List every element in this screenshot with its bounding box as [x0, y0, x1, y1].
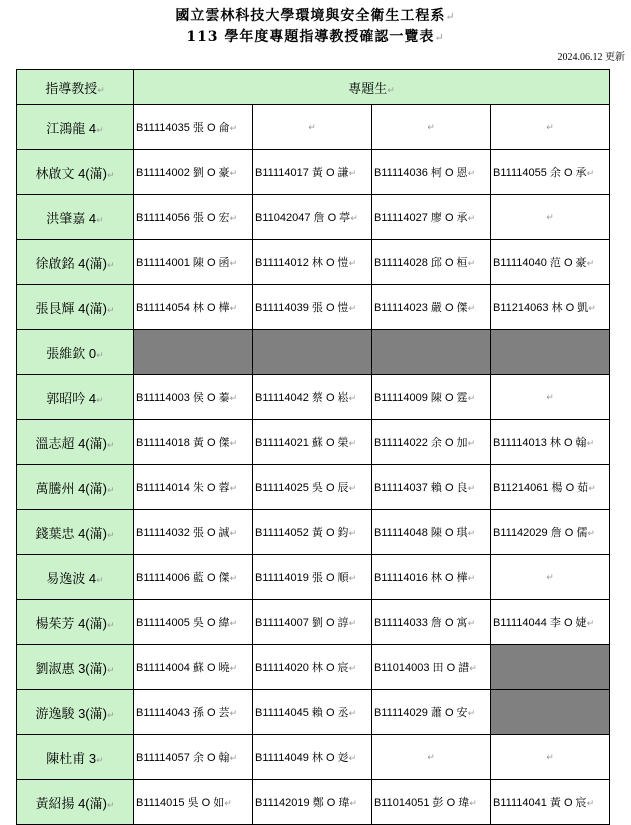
blocked-cell	[253, 330, 372, 375]
paragraph-mark-icon: ↵	[546, 572, 554, 582]
paragraph-mark-icon: ↵	[427, 752, 435, 762]
paragraph-mark-icon: ↵	[588, 483, 596, 493]
student-cell: B11114023 嚴 O 傑↵	[372, 285, 491, 330]
student-cell: B11114040 范 O 豪↵	[491, 240, 610, 285]
paragraph-mark-icon: ↵	[229, 573, 238, 583]
student-cell: B11114028 邱 O 桓↵	[372, 240, 491, 285]
paragraph-mark-icon: ↵	[586, 438, 595, 448]
advisor-cell: 張維欽 0↵	[17, 330, 134, 375]
paragraph-mark-icon: ↵	[229, 393, 238, 403]
student-cell: B11114045 賴 O 丞↵	[253, 690, 372, 735]
empty-student-cell	[491, 105, 610, 150]
paragraph-mark-icon: ↵	[96, 574, 104, 585]
advisor-cell: 洪肇嘉 4↵	[17, 195, 134, 240]
paragraph-mark-icon: ↵	[586, 798, 595, 808]
student-cell: B11114025 吳 O 辰↵	[253, 465, 372, 510]
paragraph-mark-icon: ↵	[546, 122, 554, 132]
paragraph-mark-icon: ↵	[229, 753, 238, 763]
blocked-cell	[491, 690, 610, 735]
advisor-cell: 黃紹揚 4(滿)↵	[17, 780, 134, 825]
student-cell: B11014003 田 O 譜↵	[372, 645, 491, 690]
student-cell: B11114020 林 O 宸↵	[253, 645, 372, 690]
table-row	[17, 375, 610, 420]
document-title: 國立雲林科技大學環境與安全衛生工程系↵	[175, 8, 456, 24]
table-row	[17, 330, 610, 375]
paragraph-mark-icon: ↵	[106, 439, 115, 450]
student-cell: B11114022 余 O 加↵	[372, 420, 491, 465]
empty-student-cell	[491, 195, 610, 240]
paragraph-mark-icon: ↵	[348, 663, 357, 673]
paragraph-mark-icon: ↵	[308, 122, 316, 132]
paragraph-mark-icon: ↵	[467, 168, 476, 178]
paragraph-mark-icon: ↵	[348, 438, 357, 448]
paragraph-mark-icon: ↵	[467, 483, 476, 493]
advisor-cell: 徐啟銘 4(滿)↵	[17, 240, 134, 285]
student-cell: B11114012 林 O 愷↵	[253, 240, 372, 285]
student-cell: B11142019 鄭 O 瑋↵	[253, 780, 372, 825]
paragraph-mark-icon: ↵	[96, 754, 104, 765]
paragraph-mark-icon: ↵	[348, 528, 357, 538]
table-row	[17, 645, 610, 690]
table-row	[17, 780, 610, 825]
student-cell: B11114017 黃 O 謙↵	[253, 150, 372, 195]
student-cell: B11114002 劉 O 豪↵	[134, 150, 253, 195]
paragraph-mark-icon: ↵	[106, 259, 115, 270]
paragraph-mark-icon: ↵	[469, 798, 477, 808]
paragraph-mark-icon: ↵	[588, 303, 596, 313]
table-row	[17, 240, 610, 285]
header-advisor: 指導教授↵	[17, 70, 134, 105]
student-cell: B11114035 張 O 侖↵	[134, 105, 253, 150]
table-row	[17, 735, 610, 780]
paragraph-mark-icon: ↵	[106, 709, 115, 720]
student-cell: B11114005 吳 O 緯↵	[134, 600, 253, 645]
paragraph-mark-icon: ↵	[96, 394, 104, 405]
table-row	[17, 600, 610, 645]
student-cell: B11114001 陳 O 函↵	[134, 240, 253, 285]
paragraph-mark-icon: ↵	[587, 528, 595, 538]
paragraph-mark-icon: ↵	[229, 303, 238, 313]
paragraph-mark-icon: ↵	[229, 663, 238, 673]
advisor-cell: 萬騰州 4(滿)↵	[17, 465, 134, 510]
paragraph-mark-icon: ↵	[546, 392, 554, 402]
student-cell: B11114033 詹 O 寓↵	[372, 600, 491, 645]
table-row	[17, 105, 610, 150]
table-row	[17, 150, 610, 195]
paragraph-mark-icon: ↵	[445, 10, 456, 23]
paragraph-mark-icon: ↵	[348, 393, 357, 403]
paragraph-mark-icon: ↵	[434, 31, 445, 44]
student-cell: B11114004 蘇 O 曉↵	[134, 645, 253, 690]
student-cell: B11114027 廖 O 承↵	[372, 195, 491, 240]
table-row	[17, 195, 610, 240]
paragraph-mark-icon: ↵	[106, 529, 115, 540]
advisor-cell: 易逸波 4↵	[17, 555, 134, 600]
advisor-table	[16, 69, 610, 825]
student-cell: B11042047 詹 O 葶↵	[253, 195, 372, 240]
paragraph-mark-icon: ↵	[229, 213, 238, 223]
paragraph-mark-icon: ↵	[546, 752, 554, 762]
table-row	[17, 555, 610, 600]
paragraph-mark-icon: ↵	[229, 708, 238, 718]
student-cell: B11114006 藍 O 傑↵	[134, 555, 253, 600]
student-cell: B11114041 黃 O 宸↵	[491, 780, 610, 825]
paragraph-mark-icon: ↵	[229, 258, 238, 268]
paragraph-mark-icon: ↵	[348, 618, 357, 628]
student-cell: B11114055 余 O 承↵	[491, 150, 610, 195]
student-cell: B11114054 林 O 樺↵	[134, 285, 253, 330]
student-cell: B11114057 余 O 翰↵	[134, 735, 253, 780]
paragraph-mark-icon: ↵	[229, 168, 238, 178]
header-students: 專題生↵	[134, 70, 610, 105]
student-cell: B11142029 詹 O 儒↵	[491, 510, 610, 555]
paragraph-mark-icon: ↵	[586, 168, 595, 178]
student-cell: B11114052 黃 O 鈞↵	[253, 510, 372, 555]
table-row	[17, 690, 610, 735]
paragraph-mark-icon: ↵	[348, 258, 357, 268]
paragraph-mark-icon: ↵	[106, 799, 115, 810]
student-cell: B11114032 張 O 誠↵	[134, 510, 253, 555]
paragraph-mark-icon: ↵	[229, 528, 238, 538]
blocked-cell	[372, 330, 491, 375]
advisor-cell: 江鴻龍 4↵	[17, 105, 134, 150]
update-date: 2024.06.12 更新	[557, 52, 625, 63]
paragraph-mark-icon: ↵	[106, 169, 115, 180]
advisor-cell: 陳杜甫 3↵	[17, 735, 134, 780]
paragraph-mark-icon: ↵	[348, 708, 357, 718]
student-cell: B11114048 陳 O 琪↵	[372, 510, 491, 555]
student-cell: B11114014 朱 O 蓉↵	[134, 465, 253, 510]
student-cell: B11214063 林 O 凱↵	[491, 285, 610, 330]
student-cell: B11114029 蕭 O 安↵	[372, 690, 491, 735]
student-cell: B11114049 林 O 彣↵	[253, 735, 372, 780]
blocked-cell	[491, 645, 610, 690]
paragraph-mark-icon: ↵	[467, 528, 476, 538]
advisor-cell: 郭昭吟 4↵	[17, 375, 134, 420]
document-subtitle: 113 學年度專題指導教授確認一覽表↵	[186, 29, 445, 45]
blocked-cell	[491, 330, 610, 375]
paragraph-mark-icon: ↵	[467, 393, 476, 403]
student-cell: B11114019 張 O 順↵	[253, 555, 372, 600]
paragraph-mark-icon: ↵	[96, 214, 104, 225]
paragraph-mark-icon: ↵	[224, 798, 232, 808]
table-row	[17, 510, 610, 555]
paragraph-mark-icon: ↵	[106, 304, 115, 315]
student-cell: B11114056 張 O 宏↵	[134, 195, 253, 240]
paragraph-mark-icon: ↵	[106, 484, 115, 495]
paragraph-mark-icon: ↵	[229, 438, 238, 448]
paragraph-mark-icon: ↵	[469, 663, 477, 673]
paragraph-mark-icon: ↵	[467, 213, 476, 223]
paragraph-mark-icon: ↵	[106, 619, 115, 630]
paragraph-mark-icon: ↵	[348, 303, 357, 313]
student-cell: B11114009 陳 O 霆↵	[372, 375, 491, 420]
paragraph-mark-icon: ↵	[586, 618, 595, 628]
paragraph-mark-icon: ↵	[348, 573, 357, 583]
table-row	[17, 420, 610, 465]
paragraph-mark-icon: ↵	[348, 753, 357, 763]
empty-student-cell	[491, 735, 610, 780]
student-cell: B11114018 黃 O 傑↵	[134, 420, 253, 465]
student-cell: B11114003 侯 O 蓁↵	[134, 375, 253, 420]
student-cell: B11114021 蘇 O 榮↵	[253, 420, 372, 465]
empty-student-cell	[372, 105, 491, 150]
paragraph-mark-icon: ↵	[467, 258, 476, 268]
paragraph-mark-icon: ↵	[350, 213, 358, 223]
paragraph-mark-icon: ↵	[229, 483, 238, 493]
student-cell: B11214061 楊 O 茹↵	[491, 465, 610, 510]
empty-student-cell	[372, 735, 491, 780]
student-cell: B11114007 劉 O 諄↵	[253, 600, 372, 645]
student-cell: B11114043 孫 O 芸↵	[134, 690, 253, 735]
student-cell: B11114042 蔡 O 崧↵	[253, 375, 372, 420]
student-cell: B11114016 林 O 樺↵	[372, 555, 491, 600]
paragraph-mark-icon: ↵	[96, 124, 104, 135]
student-cell: B11014051 彭 O 瑋↵	[372, 780, 491, 825]
student-cell: B11114044 李 O 婕↵	[491, 600, 610, 645]
student-cell: B11114013 林 O 翰↵	[491, 420, 610, 465]
student-cell: B11114036 柯 O 恩↵	[372, 150, 491, 195]
paragraph-mark-icon: ↵	[348, 168, 357, 178]
advisor-cell: 楊茱芳 4(滿)↵	[17, 600, 134, 645]
paragraph-mark-icon: ↵	[546, 212, 554, 222]
advisor-cell: 錢葉忠 4(滿)↵	[17, 510, 134, 555]
paragraph-mark-icon: ↵	[467, 708, 476, 718]
paragraph-mark-icon: ↵	[348, 483, 357, 493]
advisor-cell: 張艮輝 4(滿)↵	[17, 285, 134, 330]
paragraph-mark-icon: ↵	[586, 258, 595, 268]
paragraph-mark-icon: ↵	[349, 798, 357, 808]
paragraph-mark-icon: ↵	[467, 438, 476, 448]
student-cell: B1114015 吳 O 如↵	[134, 780, 253, 825]
empty-student-cell	[253, 105, 372, 150]
paragraph-mark-icon: ↵	[229, 618, 238, 628]
advisor-cell: 劉淑惠 3(滿)↵	[17, 645, 134, 690]
paragraph-mark-icon: ↵	[96, 349, 104, 360]
paragraph-mark-icon: ↵	[427, 122, 435, 132]
empty-student-cell	[491, 555, 610, 600]
empty-student-cell	[491, 375, 610, 420]
blocked-cell	[134, 330, 253, 375]
student-cell: B11114037 賴 O 良↵	[372, 465, 491, 510]
advisor-cell: 溫志超 4(滿)↵	[17, 420, 134, 465]
paragraph-mark-icon: ↵	[229, 123, 238, 133]
table-row	[17, 285, 610, 330]
paragraph-mark-icon: ↵	[106, 664, 115, 675]
table-row	[17, 465, 610, 510]
student-cell: B11114039 張 O 愷↵	[253, 285, 372, 330]
paragraph-mark-icon: ↵	[467, 303, 476, 313]
paragraph-mark-icon: ↵	[467, 573, 476, 583]
advisor-cell: 游逸駿 3(滿)↵	[17, 690, 134, 735]
table-header-row	[17, 70, 610, 105]
advisor-cell: 林啟文 4(滿)↵	[17, 150, 134, 195]
paragraph-mark-icon: ↵	[467, 618, 476, 628]
